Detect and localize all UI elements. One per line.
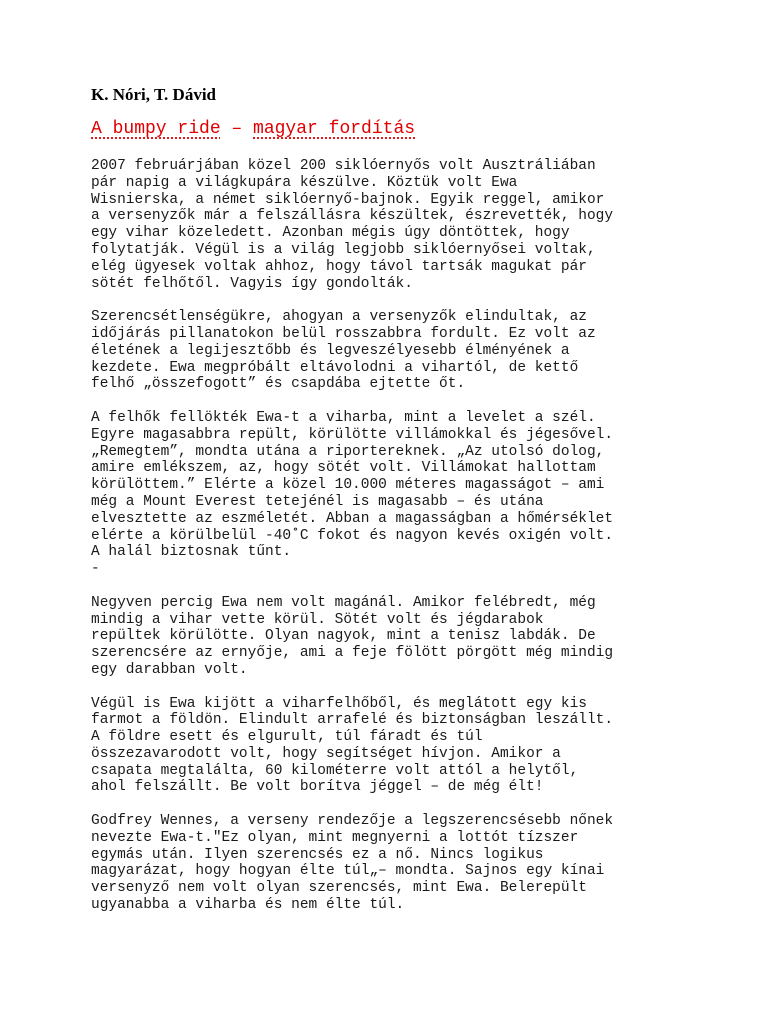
- text-line: ahol felszállt. Be volt borítva jéggel – de még élt!: [91, 779, 544, 796]
- text-line: A felhők fellökték Ewa-t a viharba, mint a levelet a szél.: [91, 409, 596, 426]
- text-line: mindig a vihar vette körül. Sötét volt és jégdarabok: [91, 611, 544, 628]
- text-line: életének a legijesztőbb és legveszélyesebb élményének a: [91, 342, 570, 359]
- text-line: elérte a körülbelül -40˚C fokot és nagyon kevés oxigén volt.: [91, 527, 614, 544]
- text-line: csapata megtalálta, 60 kilométerre volt attól a helytől,: [91, 762, 579, 779]
- text-line: Godfrey Wennes, a verseny rendezője a legszerencsésebb nőnek: [91, 813, 614, 830]
- text-line: időjárás pillanatokon belül rosszabbra fordult. Ez volt az: [91, 325, 596, 342]
- text-line: pár napig a világkupára készülve. Köztük volt Ewa: [91, 174, 518, 191]
- article-body: [91, 158, 691, 914]
- paragraph-2: [91, 309, 691, 393]
- title-hungarian: magyar fordítás: [253, 119, 416, 139]
- title-english: A bumpy ride: [91, 119, 221, 139]
- text-line: egy darabban volt.: [91, 661, 248, 678]
- text-line: sötét felhőtől. Vagyis így gondolták.: [91, 275, 413, 292]
- text-line: körülöttem.” Elérte a közel 10.000 méteres magasságot – ami: [91, 477, 605, 494]
- text-line: szerencsére az ernyője, ami a feje fölött pörgött még mindig: [91, 645, 614, 662]
- text-line: felhő „összefogott” és csapdába ejtette őt.: [91, 376, 466, 393]
- text-line: ugyanabba a viharba és nem élte túl.: [91, 897, 405, 914]
- text-line: egymás után. Ilyen szerencsés ez a nő. Nincs logikus: [91, 846, 544, 863]
- text-line: folytatják. Végül is a világ legjobb siklóernyősei voltak,: [91, 241, 596, 258]
- text-line: egy vihar közeledett. Azonban mégis úgy döntöttek, hogy: [91, 225, 570, 242]
- text-line: amire emlékszem, az, hogy sötét volt. Villámokat hallottam: [91, 460, 596, 477]
- text-line: 2007 februárjában közel 200 siklóernyős volt Ausztráliában: [91, 158, 596, 174]
- document-page: [91, 84, 691, 931]
- text-line: Negyven percig Ewa nem volt magánál. Amikor felébredt, még: [91, 594, 596, 611]
- text-line: repültek körülötte. Olyan nagyok, mint a tenisz labdák. De: [91, 628, 596, 645]
- text-line: -: [91, 561, 100, 578]
- text-line: a versenyzők már a felszállásra készültek, észrevették, hogy: [91, 208, 614, 225]
- paragraph-6: [91, 813, 691, 914]
- text-line: Szerencsétlenségükre, ahogyan a versenyzők elindultak, az: [91, 309, 587, 326]
- paragraph-1: [91, 158, 691, 292]
- document-title: [91, 118, 691, 140]
- text-line: A földre esett és elgurult, túl fáradt és túl: [91, 729, 483, 746]
- text-line: Végül is Ewa kijött a viharfelhőből, és meglátott egy kis: [91, 695, 587, 712]
- text-line: „Remegtem”, mondta utána a riportereknek. „Az utolsó dolog,: [91, 443, 605, 460]
- text-line: A halál biztosnak tűnt.: [91, 544, 292, 561]
- text-line: elvesztette az eszméletét. Abban a magasságban a hőmérséklet: [91, 510, 614, 527]
- text-line: Wisnierska, a német siklóernyő-bajnok. Egyik reggel, amikor: [91, 191, 605, 208]
- paragraph-5: [91, 696, 691, 797]
- text-line: még a Mount Everest tetejénél is magasabb – és utána: [91, 493, 544, 510]
- text-line: összezavarodott volt, hogy segítséget hívjon. Amikor a: [91, 745, 561, 762]
- text-line: farmot a földön. Elindult arrafelé és biztonságban leszállt.: [91, 712, 614, 729]
- paragraph-4: [91, 595, 691, 679]
- text-line: kezdete. Ewa megpróbált eltávolodni a vihartól, de kettő: [91, 359, 579, 376]
- text-line: versenyző nem volt olyan szerencsés, mint Ewa. Belerepült: [91, 880, 587, 897]
- text-line: Egyre magasabbra repült, körülötte villámokkal és jégesővel.: [91, 426, 614, 443]
- authors-line: K. Nóri, T. Dávid: [91, 85, 216, 104]
- title-separator: –: [220, 119, 254, 139]
- paragraph-3: [91, 410, 691, 578]
- text-line: nevezte Ewa-t."Ez olyan, mint megnyerni a lottót tízszer: [91, 829, 579, 846]
- text-line: magyarázat, hogy hogyan élte túl„– mondta. Sajnos egy kínai: [91, 863, 605, 880]
- text-line: elég ügyesek voltak ahhoz, hogy távol tartsák magukat pár: [91, 258, 587, 275]
